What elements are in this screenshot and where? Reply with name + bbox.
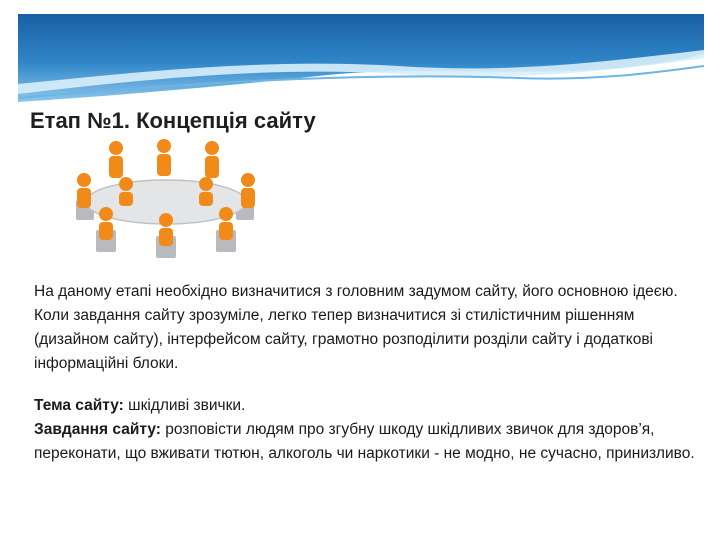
topic-label: Тема сайту: <box>34 397 124 414</box>
topic-value: шкідливі звички. <box>123 397 246 414</box>
site-info-block <box>34 394 700 466</box>
header-wave-banner <box>18 14 704 106</box>
meeting-table-people-icon <box>56 138 276 264</box>
concept-description: На даному етапі необхідно визначитися з головним задумом сайту, його основною ідеєю. Коли завдання сайту зрозуміле, легко тепер визначитися зі стилістичним рішенням (дизайном сайту), інтерфейсом сайту, грамотно розподілити розділи сайту і додаткові інформаційні блоки. <box>34 283 678 372</box>
task-label: Завдання сайту: <box>34 421 161 438</box>
task-value: розповісти людям про згубну шкоду шкідливих звичок для здоров’я, переконати, що вживати тютюн, алкоголь чи наркотики - не модно, не сучасно, принизливо. <box>34 421 695 462</box>
slide-title: Етап №1. Концепція сайту <box>30 108 316 133</box>
